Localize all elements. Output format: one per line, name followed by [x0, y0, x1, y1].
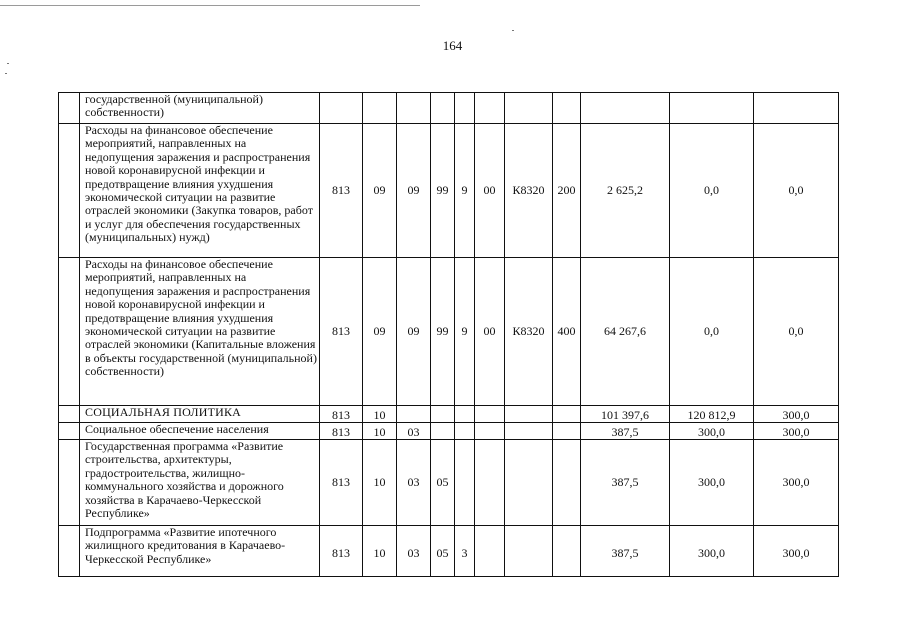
scan-speck	[5, 73, 7, 74]
item-name: Государственная программа «Развитие строительства, архитектуры, градостроительства, жилищно-коммунального хозяйства и дорожного хозяйства в Карачаево-Черкесской Республике»	[80, 440, 320, 526]
amount-year-2: 300,0	[670, 526, 754, 577]
amount-year-3: 300,0	[754, 406, 839, 423]
item-name: Подпрограмма «Развитие ипотечного жилищного кредитования в Карачаево-Черкесской Республике»	[80, 526, 320, 577]
amount-year-3: 300,0	[754, 423, 839, 440]
amount-year-2: 300,0	[670, 423, 754, 440]
code-direction	[505, 440, 553, 526]
code-expense-type	[553, 423, 581, 440]
code-subsection: 09	[397, 258, 431, 406]
amount-year-1	[581, 93, 670, 124]
margin-cell	[59, 93, 80, 124]
code-section: 10	[363, 440, 397, 526]
code-program: 05	[431, 440, 455, 526]
amount-year-1: 387,5	[581, 526, 670, 577]
code-event	[475, 440, 505, 526]
table-row	[59, 258, 839, 406]
margin-cell	[59, 406, 80, 423]
code-subprogram: 9	[455, 124, 475, 258]
item-name: Расходы на финансовое обеспечение мероприятий, направленных на недопущения заражения и распространения новой коронавирусной инфекции и предотвращение влияния ухудшения экономической ситуации на развитие отраслей экономики (Капитальные вложения в объекты государственной (муниципальной) собственности)	[80, 258, 320, 406]
table-row	[59, 406, 839, 423]
table-row	[59, 440, 839, 526]
code-direction: К8320	[505, 258, 553, 406]
code-section: 09	[363, 258, 397, 406]
code-program	[431, 423, 455, 440]
amount-year-2: 0,0	[670, 124, 754, 258]
code-grbs: 813	[320, 440, 363, 526]
code-program	[431, 93, 455, 124]
amount-year-1: 387,5	[581, 423, 670, 440]
code-section: 10	[363, 423, 397, 440]
margin-cell	[59, 124, 80, 258]
code-program: 99	[431, 258, 455, 406]
code-expense-type	[553, 526, 581, 577]
item-name: Социальное обеспечение населения	[80, 423, 320, 440]
code-subsection: 03	[397, 423, 431, 440]
scan-speck	[512, 30, 514, 31]
amount-year-3: 0,0	[754, 124, 839, 258]
code-section: 10	[363, 406, 397, 423]
item-name: государственной (муниципальной) собственности)	[80, 93, 320, 124]
code-subsection: 03	[397, 526, 431, 577]
amount-year-3: 300,0	[754, 440, 839, 526]
code-grbs: 813	[320, 526, 363, 577]
table-row	[59, 124, 839, 258]
amount-year-2: 0,0	[670, 258, 754, 406]
code-event	[475, 423, 505, 440]
section-heading: СОЦИАЛЬНАЯ ПОЛИТИКА	[80, 406, 320, 423]
code-grbs	[320, 93, 363, 124]
code-expense-type	[553, 93, 581, 124]
code-event	[475, 93, 505, 124]
code-direction	[505, 93, 553, 124]
table-row	[59, 423, 839, 440]
code-direction	[505, 406, 553, 423]
amount-year-2	[670, 93, 754, 124]
scan-top-rule	[0, 5, 420, 6]
code-event: 00	[475, 258, 505, 406]
code-subprogram	[455, 423, 475, 440]
margin-cell	[59, 258, 80, 406]
code-event	[475, 406, 505, 423]
code-subsection	[397, 93, 431, 124]
amount-year-3: 0,0	[754, 258, 839, 406]
code-program: 99	[431, 124, 455, 258]
code-grbs: 813	[320, 124, 363, 258]
amount-year-1: 64 267,6	[581, 258, 670, 406]
code-subsection	[397, 406, 431, 423]
page-number: 164	[442, 38, 463, 53]
item-name: Расходы на финансовое обеспечение мероприятий, направленных на недопущения заражения и распространения новой коронавирусной инфекции и предотвращение влияния ухудшения экономической ситуации на развитие отраслей экономики (Закупка товаров, работ и услуг для обеспечения государственных (муниципальных) нужд)	[80, 124, 320, 258]
code-subprogram: 9	[455, 258, 475, 406]
amount-year-2: 120 812,9	[670, 406, 754, 423]
code-subprogram	[455, 406, 475, 423]
amount-year-1: 2 625,2	[581, 124, 670, 258]
code-subsection: 09	[397, 124, 431, 258]
code-program	[431, 406, 455, 423]
budget-table	[58, 92, 839, 577]
code-section: 09	[363, 124, 397, 258]
table-row	[59, 93, 839, 124]
code-expense-type	[553, 406, 581, 423]
amount-year-3: 300,0	[754, 526, 839, 577]
code-expense-type: 200	[553, 124, 581, 258]
code-subprogram	[455, 440, 475, 526]
amount-year-3	[754, 93, 839, 124]
amount-year-1: 387,5	[581, 440, 670, 526]
margin-cell	[59, 526, 80, 577]
code-direction	[505, 423, 553, 440]
amount-year-2: 300,0	[670, 440, 754, 526]
table-row	[59, 526, 839, 577]
amount-year-1: 101 397,6	[581, 406, 670, 423]
code-section: 10	[363, 526, 397, 577]
code-grbs: 813	[320, 406, 363, 423]
code-program: 05	[431, 526, 455, 577]
code-subprogram	[455, 93, 475, 124]
code-direction	[505, 526, 553, 577]
margin-cell	[59, 423, 80, 440]
margin-cell	[59, 440, 80, 526]
scan-speck	[7, 63, 9, 64]
code-grbs: 813	[320, 423, 363, 440]
code-section	[363, 93, 397, 124]
code-expense-type	[553, 440, 581, 526]
code-direction: К8320	[505, 124, 553, 258]
code-subsection: 03	[397, 440, 431, 526]
code-subprogram: 3	[455, 526, 475, 577]
code-grbs: 813	[320, 258, 363, 406]
code-expense-type: 400	[553, 258, 581, 406]
code-event: 00	[475, 124, 505, 258]
code-event	[475, 526, 505, 577]
